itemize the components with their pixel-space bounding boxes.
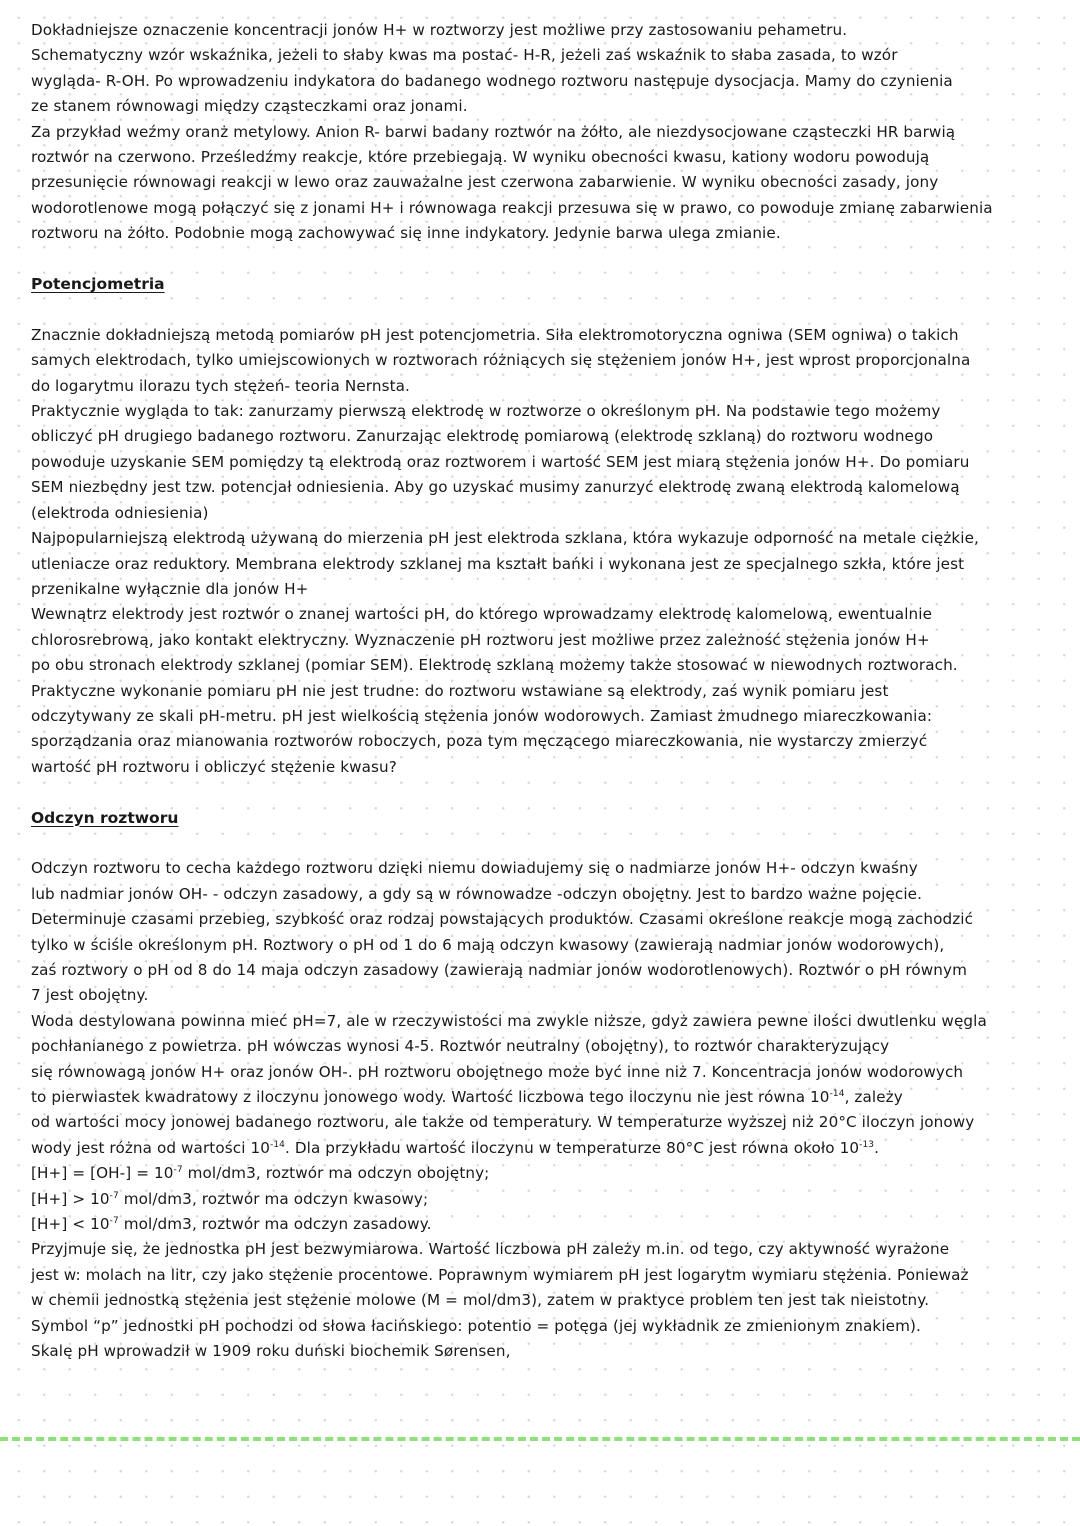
text-line: SEM niezbędny jest tzw. potencjał odniesienia. Aby go uzyskać musimy zanurzyć elektrodę zwaną elektrodą kalomelową — [31, 478, 960, 497]
text-line: jest w: molach na litr, czy jako stężenie procentowe. Poprawnym wymiarem pH jest logarytm wymiaru stężenia. Ponieważ — [31, 1265, 969, 1284]
text-line: Wewnątrz elektrody jest roztwór o znanej wartości pH, do którego wprowadzamy elektrodę kalomelową, ewentualnie — [31, 605, 933, 624]
document-page — [31, 18, 1056, 1364]
text-line: wygląda- R-OH. Po wprowadzeniu indykatora do badanego wodnego roztworu następuje dysocjacja. Mamy do czynienia — [31, 71, 953, 90]
text-line-ion-product — [31, 1085, 1056, 1110]
text-line: ze stanem równowagi między cząsteczkami oraz jonami. — [31, 97, 468, 116]
text-line: pochłanianego z powietrza. pH wówczas wynosi 4-5. Roztwór neutralny (obojętny), to roztwór charakteryzujący — [31, 1037, 890, 1056]
text-line: Schematyczny wzór wskaźnika, jeżeli to słaby kwas ma postać- H-R, jeżeli zaś wskaźnik to słaba zasada, to wzór — [31, 46, 898, 65]
text-line: chlorosrebrową, jako kontakt elektryczny. Wyznaczenie pH roztworu jest możliwe przez zależność stężenia jonów H+ — [31, 630, 930, 649]
exponent: -14 — [269, 1139, 285, 1150]
intro-paragraph — [31, 18, 1056, 247]
exponent: -7 — [173, 1165, 183, 1176]
text-line: Dokładniejsze oznaczenie koncentracji jonów H+ w roztworzy jest możliwe przy zastosowaniu pehametru. — [31, 21, 848, 39]
text-line: obliczyć pH drugiego badanego roztworu. Zanurzając elektrodę pomiarową (elektrodę szklaną) do roztworu wodnego — [31, 427, 934, 446]
text-line: lub nadmiar jonów OH- - odczyn zasadowy, a gdy są w równowadze -odczyn obojętny. Jest to bardzo ważne pojęcie. — [31, 884, 923, 903]
text-line: po obu stronach elektrody szklanej (pomiar SEM). Elektrodę szklaną możemy także stosować w niewodnych roztworach. — [31, 656, 958, 675]
text-line-temperature — [31, 1136, 1056, 1161]
text-segment: [H+] > 10 — [31, 1189, 110, 1208]
text-line: powoduje uzyskanie SEM pomiędzy tą elektrodą oraz roztworem i wartość SEM jest miarą stężenia jonów H+. Do pomiaru — [31, 452, 970, 471]
text-line: (elektroda odniesienia) — [31, 503, 209, 522]
text-line: zaś roztwory o pH od 8 do 14 maja odczyn zasadowy (zawierają nadmiar jonów wodorotlenowych). Roztwór o pH równym — [31, 960, 968, 979]
text-line: odczytywany ze skali pH-metru. pH jest wielkością stężenia jonów wodorowych. Zamiast żmudnego miareczkowania: — [31, 706, 933, 725]
section-heading-potencjometria: Potencjometria — [31, 275, 165, 294]
text-line: się równowagą jonów H+ oraz jonów OH-. pH roztworu obojętnego może być inne niż 7. Koncentracja jonów wodorowych — [31, 1062, 964, 1081]
text-line: sporządzania oraz mianowania roztworów roboczych, poza tym męczącego miareczkowania, nie wystarczy zmierzyć — [31, 732, 928, 751]
text-line: przesunięcie równowagi reakcji w lewo oraz zauważalne jest czerwona zabarwienie. W wyniku obecności zasady, jony — [31, 173, 939, 192]
text-line: roztworu na żółto. Podobnie mogą zachowywać się inne indykatory. Jedynie barwa ulega zmianie. — [31, 224, 781, 243]
text-segment: mol/dm3, roztwór ma odczyn zasadowy. — [118, 1215, 432, 1234]
equation-acidic — [31, 1187, 1056, 1212]
text-line: Determinuje czasami przebieg, szybkość oraz rodzaj powstających produktów. Czasami określone reakcje mogą zachodzić — [31, 910, 974, 929]
text-line: roztwór na czerwono. Prześledźmy reakcje, które przebiegają. W wyniku obecności kwasu, kationy wodoru powodują — [31, 148, 930, 167]
text-segment: . Dla przykładu wartość iloczynu w temperaturze 80°C jest równa około 10 — [284, 1138, 860, 1157]
exponent: -7 — [109, 1216, 119, 1227]
text-line: do logarytmu ilorazu tych stężeń- teoria Nernsta. — [31, 376, 410, 395]
text-line: tylko w ściśle określonym pH. Roztwory o pH od 1 do 6 mają odczyn kwasowy (zawierają nadmiar jonów wodorowych), — [31, 935, 945, 954]
text-line: Skalę pH wprowadził w 1909 roku duński biochemik Sørensen, — [31, 1342, 511, 1361]
text-line: wartość pH roztworu i obliczyć stężenie kwasu? — [31, 757, 397, 776]
text-line: w chemii jednostką stężenia jest stężenie molowe (M = mol/dm3), zatem w praktyce problem ten jest tak nieistotny. — [31, 1291, 930, 1310]
text-line: Przyjmuje się, że jednostka pH jest bezwymiarowa. Wartość liczbowa pH zależy m.in. od tego, czy aktywność wyrażone — [31, 1240, 950, 1259]
text-line: Woda destylowana powinna mieć pH=7, ale w rzeczywistości ma zwykle niższe, gdyż zawiera pewne ilości dwutlenku węgla — [31, 1011, 987, 1030]
text-line: samych elektrodach, tylko umiejscowionych w roztworach różniących się stężeniem jonów H+, jest wprost proporcjonalna — [31, 351, 971, 370]
text-segment: , zależy — [844, 1088, 903, 1106]
text-line: 7 jest obojętny. — [31, 986, 149, 1005]
text-segment: wody jest różna od wartości 10 — [31, 1138, 270, 1157]
potencjometria-paragraph — [31, 323, 1056, 780]
exponent: -7 — [109, 1190, 119, 1201]
text-line: od wartości mocy jonowej badanego roztworu, ale także od temperatury. W temperaturze wyższej niż 20°C iloczyn jonowy — [31, 1113, 975, 1132]
text-segment: [H+] = [OH-] = 10 — [31, 1164, 174, 1183]
text-line: Praktycznie wygląda to tak: zanurzamy pierwszą elektrodę w roztworze o określonym pH. Na podstawie tego możemy — [31, 402, 941, 421]
text-line: Za przykład weźmy oranż metylowy. Anion R- barwi badany roztwór na żółto, ale niezdysocjowane cząsteczki HR barwią — [31, 122, 956, 141]
text-segment: [H+] < 10 — [31, 1215, 110, 1234]
exponent: -14 — [829, 1089, 845, 1099]
text-segment: mol/dm3, roztwór ma odczyn obojętny; — [182, 1164, 490, 1183]
equation-neutral — [31, 1161, 1056, 1186]
text-segment: to pierwiastek kwadratowy z iloczynu jonowego wody. Wartość liczbowa tego iloczynu nie jest równa 10 — [31, 1088, 830, 1106]
odczyn-paragraph — [31, 856, 1056, 1364]
exponent: -13 — [859, 1139, 875, 1150]
text-line: utleniacze oraz reduktory. Membrana elektrody szklanej ma kształt bańki i wykonana jest ze specjalnego szkła, które jest — [31, 554, 965, 573]
text-line: Znacznie dokładniejszą metodą pomiarów pH jest potencjometria. Siła elektromotoryczna ogniwa (SEM ogniwa) o takich — [31, 325, 959, 344]
page-divider — [0, 1437, 1080, 1441]
text-line: Symbol “p” jednostki pH pochodzi od słowa łacińskiego: potentio = potęga (jej wykładnik ze zmienionym znakiem). — [31, 1316, 921, 1335]
section-heading-odczyn-roztworu: Odczyn roztworu — [31, 808, 179, 827]
text-segment: . — [874, 1138, 880, 1157]
text-line: wodorotlenowe mogą połączyć się z jonami H+ i równowaga reakcji przesuwa się w prawo, co powoduje zmianę zabarwienia — [31, 198, 993, 217]
equation-basic — [31, 1212, 1056, 1237]
text-line: Praktyczne wykonanie pomiaru pH nie jest trudne: do roztworu wstawiane są elektrody, zaś wynik pomiaru jest — [31, 681, 889, 700]
text-line: Najpopularniejszą elektrodą używaną do mierzenia pH jest elektroda szklana, która wykazuje odporność na metale ciężkie, — [31, 529, 979, 548]
text-line: przenikalne wyłącznie dla jonów H+ — [31, 579, 309, 598]
text-segment: mol/dm3, roztwór ma odczyn kwasowy; — [118, 1189, 429, 1208]
text-line: Odczyn roztworu to cecha każdego roztworu dzięki niemu dowiadujemy się o nadmiarze jonów H+- odczyn kwaśny — [31, 859, 918, 878]
